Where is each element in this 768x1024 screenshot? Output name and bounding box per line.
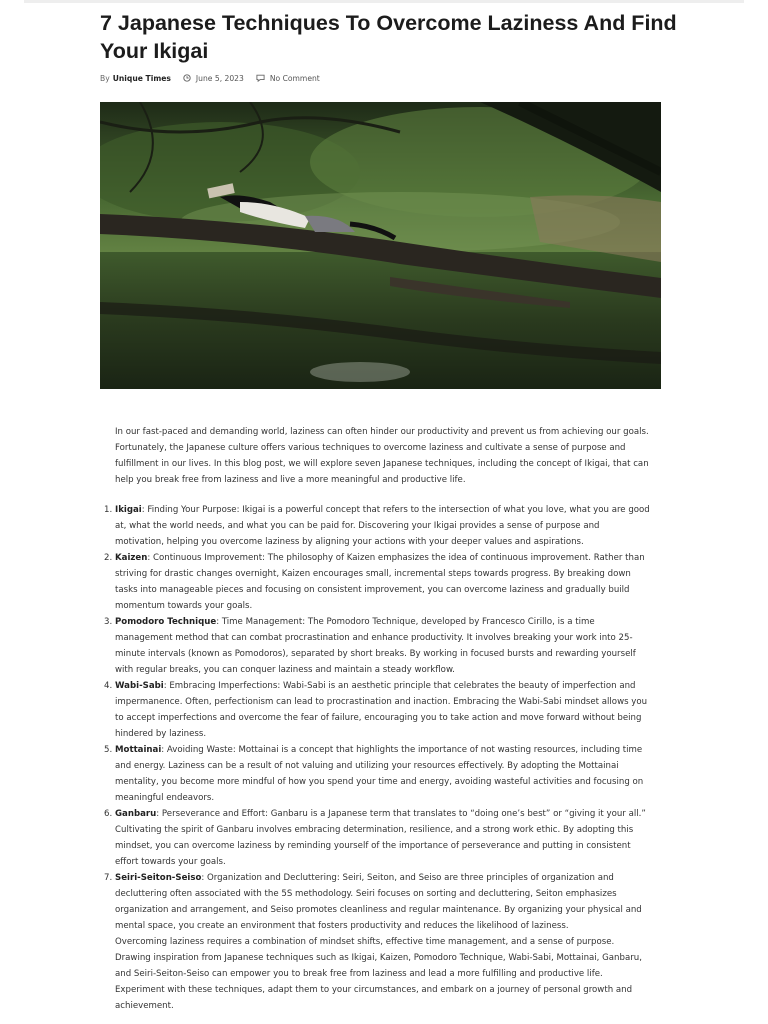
hero-image (100, 102, 661, 389)
technique-description: : Perseverance and Effort: Ganbaru is a Japanese term that translates to “doing one’s best” or “giving it your all.” Cultivating the spirit of Ganbaru involves embracing determination, resilience, and a strong work ethic. By adopting this mindset, you can overcome laziness by reminding yourself of the importance of perseverance and putting in consistent effort towards your goals. (115, 809, 646, 867)
article-title: 7 Japanese Techniques To Overcome Laziness And Find Your Ikigai (100, 11, 677, 63)
list-number: 7. (104, 873, 113, 883)
technique-term: Kaizen (115, 553, 148, 563)
list-item (104, 742, 650, 806)
comments-link[interactable]: No Comment (269, 73, 320, 83)
technique-description: : Avoiding Waste: Mottainai is a concept that highlights the importance of not wasting resources, including time and energy. Laziness can be a result of not valuing and utilizing your resources effectively. By adopting the Mottainai mentality, you become more mindful of how you spend your time and energy, avoiding wasteful activities and focusing on meaningful endeavors. (115, 745, 644, 803)
article-body (104, 424, 650, 1014)
top-divider (24, 0, 744, 3)
list-number: 3. (104, 617, 113, 627)
technique-term: Pomodoro Technique (115, 617, 217, 627)
publish-date: June 5, 2023 (195, 73, 244, 83)
intro-paragraph: In our fast-paced and demanding world, laziness can often hinder our productivity and prevent us from achieving our goals. Fortunately, the Japanese culture offers various techniques to overcome laziness and cultivate a sense of purpose and fulfillment in our lives. In this blog post, we will explore seven Japanese techniques, including the concept of Ikigai, that can help you break free from laziness and live a more meaningful and productive life. (115, 427, 649, 485)
clock-icon (183, 74, 191, 82)
list-item (104, 870, 650, 934)
list-number: 2. (104, 553, 113, 563)
technique-term: Ikigai (115, 505, 142, 515)
list-number: 6. (104, 809, 113, 819)
technique-description: : Continuous Improvement: The philosophy of Kaizen emphasizes the idea of continuous improvement. Rather than striving for drastic changes overnight, Kaizen encourages small, incremental steps towards progress. By breaking down tasks into manageable pieces and focusing on consistent improvement, you can overcome laziness and gradually build momentum towards your goals. (115, 553, 645, 611)
list-item (104, 806, 650, 870)
technique-term: Mottainai (115, 745, 162, 755)
list-item (104, 614, 650, 678)
list-number: 4. (104, 681, 113, 691)
hero-illustration (100, 102, 661, 389)
technique-term: Seiri-Seiton-Seiso (115, 873, 202, 883)
list-number: 1. (104, 505, 113, 515)
technique-term: Wabi-Sabi (115, 681, 164, 691)
technique-description: : Time Management: The Pomodoro Technique, developed by Francesco Cirillo, is a time management method that can combat procrastination and enhance productivity. It involves breaking your work into 25-minute intervals (known as Pomodoros), separated by short breaks. By working in focused bursts and rewarding yourself with regular breaks, you can conquer laziness and maintain a steady workflow. (115, 617, 636, 675)
comment-icon (256, 74, 265, 82)
technique-description: : Finding Your Purpose: Ikigai is a powerful concept that refers to the intersection of what you love, what you are good at, what the world needs, and what you can be paid for. Discovering your Ikigai provides a sense of purpose and motivation, helping you overcome laziness by aligning your actions with your deeper values and aspirations. (115, 505, 650, 547)
conclusion-paragraph: Overcoming laziness requires a combination of mindset shifts, effective time management, and a sense of purpose. Drawing inspiration from Japanese techniques such as Ikigai, Kaizen, Pomodoro Technique, Wabi-Sabi, Mottainai, Ganbaru, and Seiri-Seiton-Seiso can empower you to break free from laziness and lead a more fulfilling and productive life. Experiment with these techniques, adapt them to your circumstances, and embark on a journey of personal growth and achievement. (115, 937, 642, 1011)
list-item (104, 550, 650, 614)
technique-term: Ganbaru (115, 809, 157, 819)
author-link[interactable]: Unique Times (112, 73, 171, 83)
article-meta (100, 71, 320, 85)
technique-list (104, 502, 650, 934)
by-label: By (100, 73, 110, 83)
list-item (104, 502, 650, 550)
list-number: 5. (104, 745, 113, 755)
technique-description: : Embracing Imperfections: Wabi-Sabi is an aesthetic principle that celebrates the beauty of imperfection and impermanence. Often, perfectionism can lead to procrastination and inaction. Embracing the Wabi-Sabi mindset allows you to accept imperfections and overcome the fear of failure, encouraging you to take action and move forward without being hindered by laziness. (115, 681, 648, 739)
technique-description: : Organization and Decluttering: Seiri, Seiton, and Seiso are three principles of organization and decluttering often associated with the 5S methodology. Seiri focuses on sorting and decluttering, Seiton emphasizes organization and arrangement, and Seiso promotes cleanliness and regular maintenance. By organizing your physical and mental space, you create an environment that fosters productivity and reduces the likelihood of laziness. (115, 873, 642, 931)
list-item (104, 678, 650, 742)
